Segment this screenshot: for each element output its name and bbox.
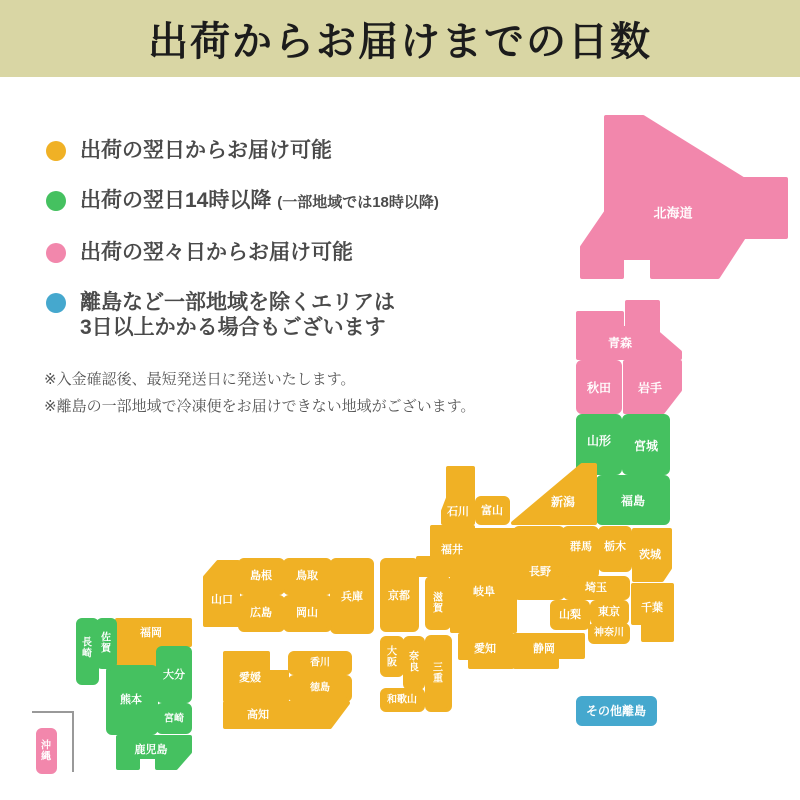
- svg-text:神奈川: 神奈川: [594, 627, 624, 639]
- prefecture-kyoto: [382, 560, 417, 630]
- prefecture-tokyo: [592, 602, 627, 623]
- prefecture-hyogo: [332, 560, 372, 632]
- prefecture-fukushima: [598, 477, 668, 523]
- svg-text:福岡: 福岡: [140, 627, 162, 639]
- svg-text:千葉: 千葉: [641, 602, 663, 614]
- prefecture-niigata: [513, 465, 595, 523]
- svg-text:その他離島: その他離島: [585, 704, 647, 718]
- svg-text:滋賀: 滋賀: [433, 592, 443, 614]
- prefecture-toyama: [477, 498, 508, 523]
- svg-text:新潟: 新潟: [550, 495, 576, 509]
- svg-text:徳島: 徳島: [310, 682, 330, 694]
- svg-text:兵庫: 兵庫: [341, 591, 363, 603]
- legend-label-next-day: 出荷の翌日からお届け可能: [80, 139, 332, 162]
- page-title: 出荷からお届けまでの日数: [148, 19, 652, 64]
- svg-text:長崎: 長崎: [82, 637, 92, 659]
- prefecture-saga: [98, 620, 115, 667]
- prefecture-aichi: [460, 635, 512, 667]
- prefecture-shizuoka: [515, 635, 583, 667]
- svg-text:愛媛: 愛媛: [239, 672, 261, 684]
- prefecture-hokkaido: [582, 117, 786, 277]
- svg-text:熊本: 熊本: [120, 694, 142, 706]
- prefecture-tottori: [285, 560, 330, 593]
- legend-sublabel-next-day-14: (一部地域では18時以降): [277, 194, 439, 211]
- svg-text:北海道: 北海道: [653, 205, 693, 221]
- prefecture-shiga: [427, 578, 449, 628]
- prefecture-yamaguchi: [205, 562, 238, 625]
- note-frozen-delivery: ※離島の一部地域で冷凍便をお届けできない地域がございます。: [44, 398, 476, 415]
- prefecture-ehime: [225, 653, 287, 700]
- prefecture-oita: [158, 648, 190, 701]
- svg-text:東京: 東京: [598, 606, 620, 618]
- prefecture-miyazaki: [158, 705, 190, 732]
- svg-text:京都: 京都: [388, 590, 410, 602]
- svg-text:福井: 福井: [441, 544, 463, 556]
- svg-text:静岡: 静岡: [533, 643, 555, 655]
- svg-text:大分: 大分: [163, 669, 185, 681]
- prefecture-kumamoto: [108, 667, 156, 733]
- prefecture-other-islands: [578, 698, 655, 724]
- svg-text:石川: 石川: [447, 506, 469, 518]
- svg-text:愛知: 愛知: [474, 643, 496, 655]
- svg-text:長野: 長野: [529, 566, 551, 578]
- svg-text:鹿児島: 鹿児島: [134, 744, 168, 756]
- svg-text:鳥取: 鳥取: [296, 570, 318, 582]
- prefecture-kagoshima: [118, 737, 190, 768]
- svg-text:沖縄: 沖縄: [41, 740, 51, 762]
- prefecture-mie: [427, 637, 450, 710]
- svg-text:岡山: 岡山: [296, 607, 318, 619]
- prefecture-ishikawa: [443, 468, 473, 523]
- prefecture-hiroshima: [240, 597, 283, 630]
- svg-text:和歌山: 和歌山: [387, 694, 417, 706]
- note-payment: ※入金確認後、最短発送日に発送いたします。: [44, 371, 356, 388]
- svg-text:埼玉: 埼玉: [585, 582, 607, 594]
- prefecture-kagawa: [290, 653, 350, 673]
- svg-text:奈良: 奈良: [409, 651, 419, 673]
- svg-text:岐阜: 岐阜: [473, 586, 495, 598]
- svg-text:宮崎: 宮崎: [164, 713, 184, 725]
- svg-text:宮城: 宮城: [633, 439, 659, 453]
- legend-label-next-day-14: 出荷の翌日14時以降: [80, 189, 272, 212]
- svg-text:栃木: 栃木: [604, 541, 626, 553]
- svg-text:富山: 富山: [481, 505, 503, 517]
- svg-text:島根: 島根: [250, 570, 272, 582]
- svg-text:山口: 山口: [211, 594, 233, 606]
- legend-label-islands-line1: 離島など一部地域を除くエリアは: [80, 291, 395, 314]
- prefecture-okayama: [285, 597, 330, 630]
- prefecture-iwate: [625, 362, 680, 412]
- svg-text:群馬: 群馬: [570, 541, 592, 553]
- prefecture-miyagi: [624, 416, 668, 473]
- legend-label-islands-line2: 3日以上かかる場合もございます: [80, 316, 386, 339]
- prefecture-fukui: [418, 527, 473, 575]
- svg-text:秋田: 秋田: [586, 381, 612, 395]
- svg-text:三重: 三重: [433, 662, 443, 684]
- prefecture-nagasaki: [78, 620, 97, 683]
- svg-text:山形: 山形: [586, 434, 612, 448]
- prefecture-tokushima: [290, 677, 350, 700]
- svg-text:茨城: 茨城: [639, 549, 661, 561]
- prefecture-akita: [578, 362, 620, 412]
- svg-text:佐賀: 佐賀: [101, 632, 111, 654]
- prefecture-okinawa: [38, 730, 55, 772]
- svg-text:高知: 高知: [247, 709, 269, 721]
- svg-text:香川: 香川: [310, 657, 330, 669]
- prefecture-yamanashi: [552, 602, 588, 628]
- prefecture-shimane: [240, 560, 283, 593]
- legend-label-two-days: 出荷の翌々日からお届け可能: [80, 241, 353, 264]
- svg-text:青森: 青森: [607, 336, 633, 350]
- prefecture-tochigi: [600, 528, 630, 570]
- svg-text:大阪: 大阪: [387, 646, 397, 668]
- svg-text:広島: 広島: [250, 607, 272, 619]
- prefecture-chiba: [633, 585, 672, 640]
- prefecture-wakayama: [382, 690, 423, 710]
- prefecture-saitama: [565, 578, 628, 598]
- prefecture-gunma: [564, 528, 597, 577]
- svg-text:山梨: 山梨: [559, 609, 581, 621]
- prefecture-aomori: [578, 302, 680, 358]
- svg-text:岩手: 岩手: [637, 381, 663, 395]
- prefecture-kochi: [225, 703, 348, 727]
- prefecture-osaka: [382, 638, 402, 675]
- prefecture-kanagawa: [590, 625, 628, 642]
- prefecture-nagano: [515, 528, 563, 598]
- prefecture-nara: [405, 638, 423, 688]
- svg-text:福島: 福島: [620, 494, 646, 508]
- prefecture-ibaraki: [634, 530, 670, 580]
